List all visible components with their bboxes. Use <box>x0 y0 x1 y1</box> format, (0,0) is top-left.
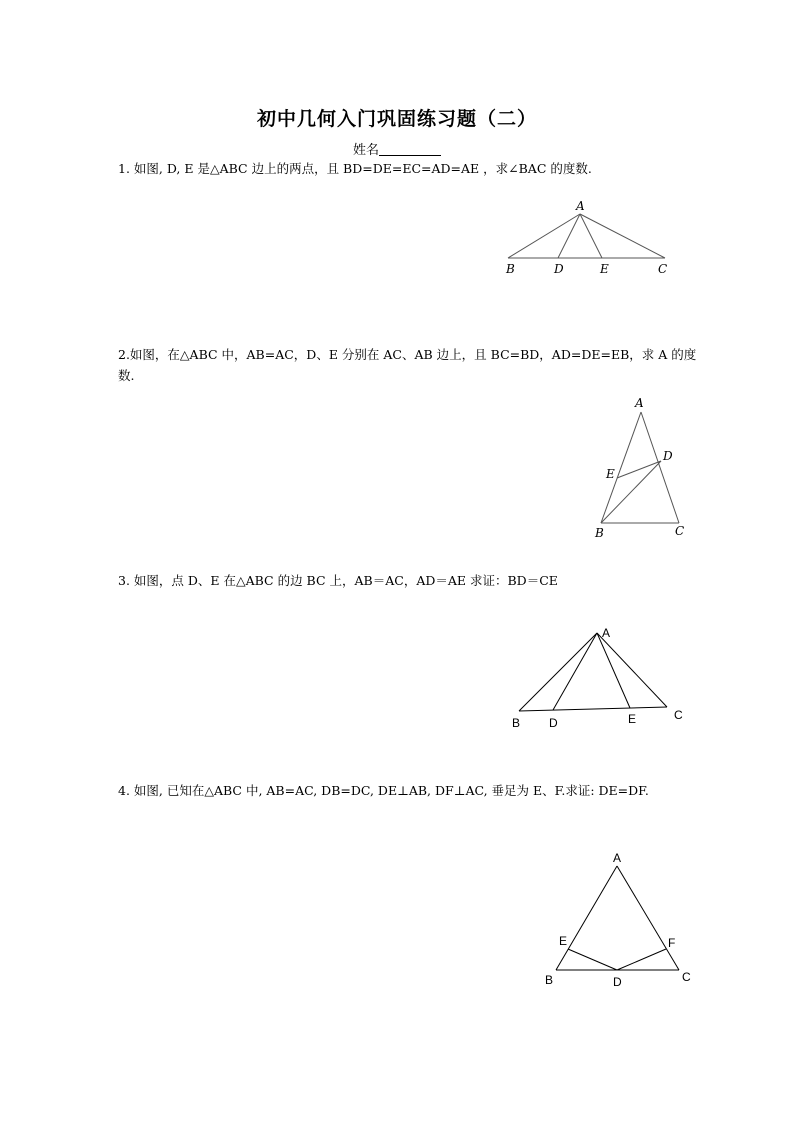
fig1-line-ac <box>580 214 665 258</box>
fig1-label-c: C <box>658 262 668 276</box>
fig2-label-c: C <box>675 524 685 538</box>
fig3-line-bc <box>519 707 667 711</box>
fig4-line-ac <box>617 866 679 970</box>
name-label: 姓名 <box>352 143 379 158</box>
fig2-line-ed <box>617 461 661 478</box>
fig4-line-df <box>617 949 666 970</box>
fig3-line-ac <box>597 633 667 707</box>
fig4-label-b: B <box>545 973 554 987</box>
fig4-label-a: A <box>613 851 622 865</box>
page-title: 初中几何入门巩固练习题（二） <box>256 108 537 130</box>
fig3-label-b: B <box>512 716 521 730</box>
fig2-label-b: B <box>595 526 604 540</box>
fig3-label-c: C <box>674 708 683 722</box>
fig1-line-ae <box>580 214 602 258</box>
fig1-label-a: A <box>576 199 585 213</box>
fig4-label-c: C <box>682 970 691 984</box>
fig4-label-e: E <box>559 934 568 948</box>
figure-1 <box>508 214 665 258</box>
figure-4 <box>556 866 679 970</box>
question-1: 1. 如图, D, E 是△ABC 边上的两点，且 BD=DE=EC=AD=AE ，求∠BAC 的度数. <box>118 161 592 176</box>
question-3: 3. 如图，点 D、E 在△ABC 的边 BC 上，AB＝AC，AD＝AE 求证：BD＝CE <box>118 573 558 588</box>
fig3-line-ae <box>597 633 630 708</box>
fig3-line-ad <box>553 633 597 710</box>
fig2-label-a: A <box>635 396 644 410</box>
question-2: 2.如图，在△ABC 中，AB=AC，D、E 分别在 AC、AB 边上，且 BC=BD，AD=DE=EB，求 A 的度数. <box>118 347 697 383</box>
fig4-label-d: D <box>613 975 622 989</box>
fig2-label-d: D <box>663 449 673 463</box>
figure-3 <box>519 633 667 711</box>
fig1-label-d: D <box>554 262 564 276</box>
fig3-label-a: A <box>602 626 611 640</box>
question-4: 4. 如图, 已知在△ABC 中, AB=AC, DB=DC, DE⊥AB, DF⊥AC, 垂足为 E、F.求证: DE=DF. <box>118 783 649 798</box>
fig4-line-ab <box>556 866 617 970</box>
fig3-label-e: E <box>628 712 637 726</box>
fig2-label-e: E <box>606 467 615 481</box>
fig2-line-ac <box>641 412 679 523</box>
fig1-label-e: E <box>600 262 609 276</box>
fig4-line-de <box>568 949 617 970</box>
fig1-label-b: B <box>506 262 515 276</box>
fig4-label-f: F <box>668 936 676 950</box>
fig3-line-ab <box>519 633 597 711</box>
fig3-label-d: D <box>549 716 558 730</box>
